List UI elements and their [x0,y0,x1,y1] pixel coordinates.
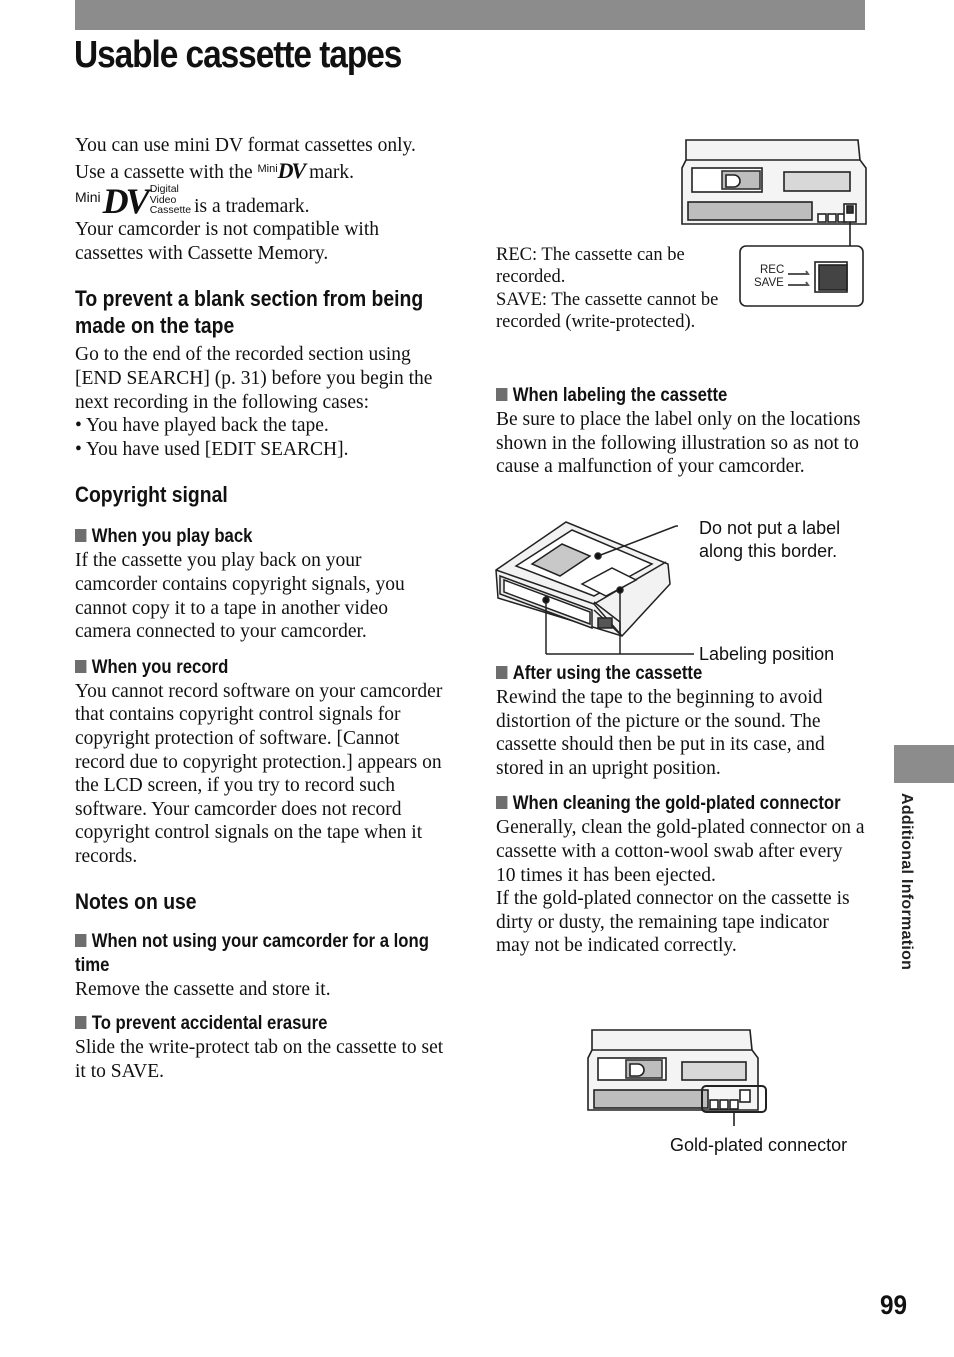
square-bullet-icon [75,660,86,673]
side-section-label: Additional Information [898,793,915,971]
after-use-body: Rewind the tape to the beginning to avoid distortion of the picture or the sound. The cassette should then be put in its case, and stored in an upright position. [496,686,825,779]
blank-section-body: Go to the end of the recorded section using [END SEARCH] (p. 31) before you begin the next recording in the following cases: [75,344,433,413]
not-using-body: Remove the cassette and store it. [75,979,331,1001]
blank-section-heading: To prevent a blank section from being made on the tape [75,286,424,339]
cleaning-heading-text: When cleaning the gold-plated connector [512,793,841,815]
header-bar [75,0,865,30]
square-bullet-icon [75,529,86,542]
labeling-heading-text: When labeling the cassette [512,385,728,407]
tm-logo-dv: DV [102,181,147,222]
play-back-heading-text: When you play back [91,526,253,548]
trademark-text: is a trademark. [194,195,310,217]
tm-logo-digital: Digital [149,183,179,196]
erasure-heading-text: To prevent accidental erasure [91,1013,328,1035]
erasure-heading [75,1012,449,1036]
page-title: Usable cassette tapes [74,34,402,76]
side-tab [894,745,954,783]
tm-logo-mini: Mini [75,189,101,206]
border-callout: Do not put a label along this border. [699,518,841,561]
trademark-row [75,181,447,222]
erasure-body: Slide the write-protect tab on the cassette to set it to SAVE. [75,1037,444,1082]
square-bullet-icon [75,1016,86,1029]
intro-line2-end: mark. [309,161,355,183]
record-heading-text: When you record [91,656,229,678]
rec-tab-label: REC [760,264,785,276]
minidv-inline-logo [257,157,305,183]
page-number: 99 [880,1290,908,1320]
gold-connector-callout: Gold-plated connector [670,1135,848,1155]
logo-dv-text: DV [277,157,305,183]
intro-line2 [75,158,447,185]
intro-line1: You can use mini DV format cassettes only. [75,135,416,156]
record-heading [75,656,449,680]
cleaning-body-1: Generally, clean the gold-plated connector on a cassette with a cotton-wool swab after every 10 times it has been ejected. [496,817,865,886]
notes-heading: Notes on use [75,889,197,915]
labeling-illustration [494,518,694,658]
square-bullet-icon [496,666,507,679]
square-bullet-icon [496,388,507,401]
labeling-heading [496,384,870,408]
left-column [75,134,447,1083]
compat-note: Your camcorder is not compatible with cassettes with Cassette Memory. [75,219,380,264]
intro-line2-text: Use a cassette with the [75,161,253,183]
play-back-heading [75,525,449,549]
after-use-heading-text: After using the cassette [512,662,703,684]
labeling-position-callout: Labeling position [699,644,835,664]
connector-illustration [586,1028,772,1128]
labeling-body: Be sure to place the label only on the locations shown in the following illustration so as not to cause a malfunction of your camcorder. [496,409,861,478]
tm-logo-cassette: Cassette [149,204,192,217]
play-back-body: If the cassette you play back on your camcorder contains copyright signals, you cannot copy it to a tape in another video camera connected to your camcorder. [75,550,405,643]
rec-description: REC: The cassette can be recorded. [496,245,685,288]
not-using-heading [75,930,449,978]
save-tab-label: SAVE [754,277,784,289]
record-body: You cannot record software on your camcorder that contains copyright control signals for copyright protection of software. [Cannot record due to copyright protection.] appears on the LCD screen, if you try to record such software. Your camcorder does not record copyright control signals on the tape when it records. [75,680,443,867]
minidv-trademark-logo [75,181,192,222]
tm-logo-words [150,184,191,216]
logo-mini-text: Mini [257,162,278,175]
square-bullet-icon [496,796,507,809]
copyright-heading: Copyright signal [75,482,228,508]
bullet-item: • You have used [EDIT SEARCH]. [75,438,349,460]
square-bullet-icon [75,934,86,947]
tm-logo-video: Video [149,193,177,206]
not-using-heading-text: When not using your camcorder for a long time [75,931,429,977]
save-description: SAVE: The cassette cannot be recorded (write-protected). [496,289,719,332]
cleaning-heading [496,792,870,816]
cleaning-body-2: If the gold-plated connector on the cassette is dirty or dusty, the remaining tape indicator may not be indicated correctly. [496,888,850,957]
bullet-item: • You have played back the tape. [75,415,329,437]
